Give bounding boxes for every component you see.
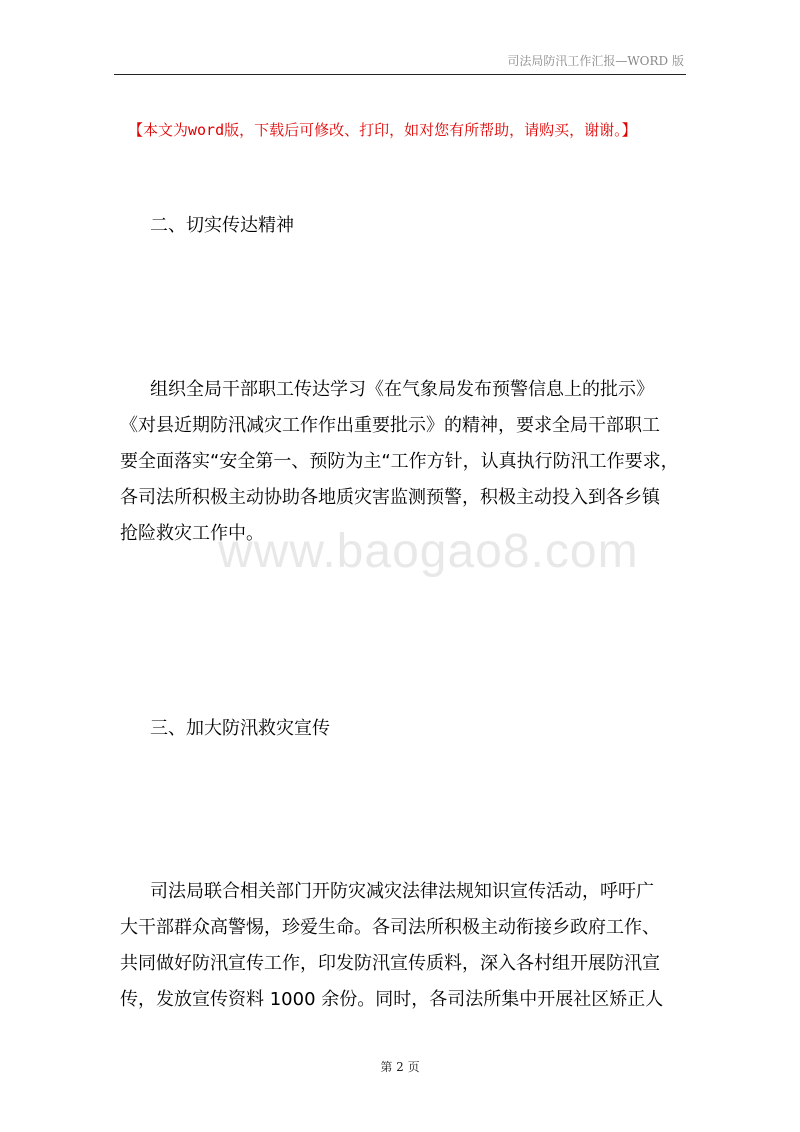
section-3-paragraph (120, 874, 690, 1018)
paragraph-line: 共同做好防汛宣传工作，印发防汛宣传质料，深入各村组开展防汛宣 (120, 953, 660, 974)
paragraph-line: 要全面落实“安全第一、预防为主“工作方针，认真执行防汛工作要求， (120, 451, 679, 472)
document-header-title: 司法局防汛工作汇报—WORD 版 (507, 54, 684, 68)
paragraph-line: 各司法所积极主动协助各地质灾害监测预警，积极主动投入到各乡镇 (120, 487, 660, 508)
section-heading-2: 二、切实传达精神 (150, 215, 294, 236)
paragraph-line: 组织全局干部职工传达学习《在气象局发布预警信息上的批示》 (150, 379, 654, 400)
header-divider (114, 74, 686, 75)
paragraph-line: 《对县近期防汛减灾工作作出重要批示》的精神，要求全局干部职工 (120, 415, 660, 436)
watermark: www.baogao8.com (218, 525, 639, 578)
paragraph-line: 抢险救灾工作中。 (120, 523, 264, 544)
paragraph-line: 大干部群众高警惕，珍爱生命。各司法所积极主动衔接乡政府工作、 (120, 917, 660, 938)
purchase-notice: 【本文为word版，下载后可修改、打印，如对您有所帮助，请购买，谢谢。】 (128, 121, 637, 139)
section-2-paragraph (120, 372, 690, 552)
section-heading-3: 三、加大防汛救灾宣传 (150, 718, 330, 739)
paragraph-line: 司法局联合相关部门开防灾减灾法律法规知识宣传活动，呼吁广 (150, 881, 654, 902)
page-number: 第 2 页 (380, 1060, 420, 1074)
paragraph-line: 传，发放宣传资料 1000 余份。同时，各司法所集中开展社区矫正人 (120, 989, 664, 1010)
